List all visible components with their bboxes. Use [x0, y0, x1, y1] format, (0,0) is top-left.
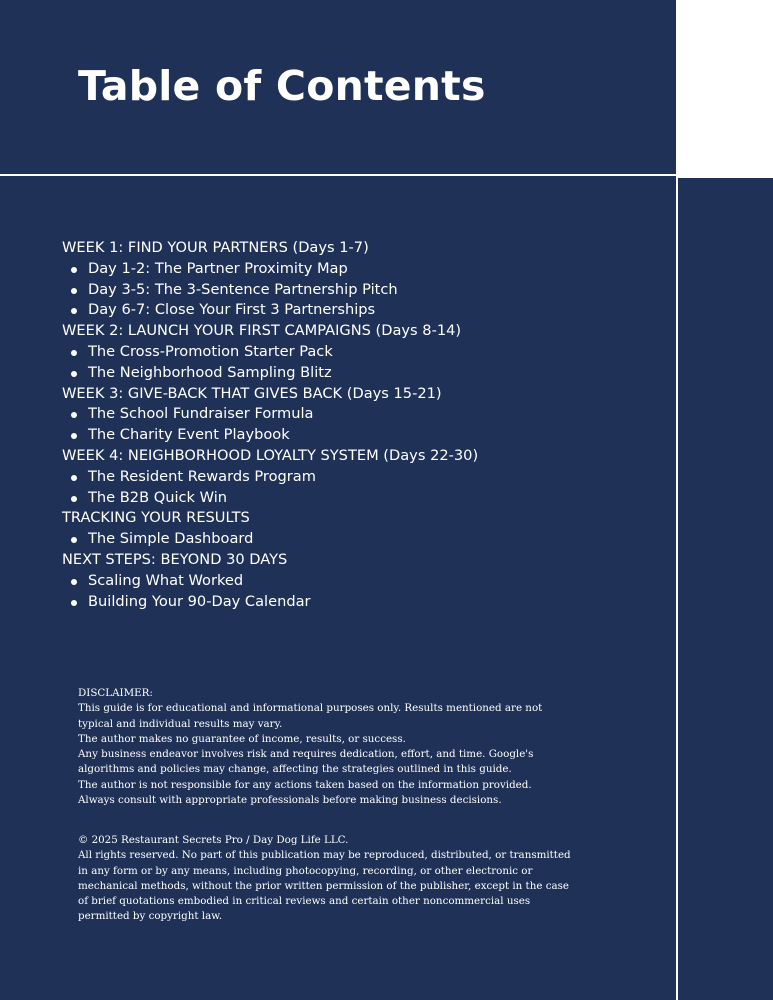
copyright-line: in any form or by any means, including photocopying, recording, or other electronic or: [78, 864, 533, 877]
disclaimer-line: algorithms and policies may change, affecting the strategies outlined in this guide.: [78, 763, 512, 776]
copyright-notice: © 2025 Restaurant Secrets Pro / Day Dog Life LLC.: [78, 834, 349, 846]
page-title: Table of Contents: [78, 62, 486, 110]
copyright-block: [78, 833, 618, 925]
toc-section-heading: WEEK 2: LAUNCH YOUR FIRST CAMPAIGNS (Days 8-14): [62, 322, 462, 340]
toc-item: Building Your 90-Day Calendar: [62, 592, 662, 613]
horizontal-divider: [0, 174, 676, 176]
disclaimer-line: The author is not responsible for any actions taken based on the information provided.: [78, 778, 532, 791]
toc-item: The Simple Dashboard: [62, 529, 662, 550]
toc-item: The Resident Rewards Program: [62, 467, 662, 488]
disclaimer-line: Any business endeavor involves risk and requires dedication, effort, and time. Google's: [78, 748, 534, 761]
disclaimer-line: The author makes no guarantee of income, results, or success.: [78, 732, 406, 745]
disclaimer-line: This guide is for educational and informational purposes only. Results mentioned are not: [78, 702, 543, 715]
toc-item: The Cross-Promotion Starter Pack: [62, 342, 662, 363]
toc-section-heading: WEEK 1: FIND YOUR PARTNERS (Days 1-7): [62, 239, 369, 256]
table-of-contents: [62, 238, 662, 612]
copyright-line: permitted by copyright law.: [78, 910, 223, 923]
copyright-line: mechanical methods, without the prior written permission of the publisher, except in the case: [78, 879, 569, 892]
horizontal-divider-right: [676, 176, 773, 178]
copyright-line: of brief quotations embodied in critical reviews and certain other noncommercial uses: [78, 895, 531, 908]
toc-section-heading: TRACKING YOUR RESULTS: [62, 509, 250, 527]
toc-item: The B2B Quick Win: [62, 488, 662, 509]
toc-item: The Charity Event Playbook: [62, 425, 662, 446]
toc-section-heading: WEEK 4: NEIGHBORHOOD LOYALTY SYSTEM (Days 22-30): [62, 446, 479, 464]
toc-item: Scaling What Worked: [62, 571, 662, 592]
corner-white-block: [676, 0, 773, 176]
toc-item: Day 1-2: The Partner Proximity Map: [62, 259, 662, 280]
toc-section-heading: NEXT STEPS: BEYOND 30 DAYS: [62, 550, 288, 568]
toc-item: The School Fundraiser Formula: [62, 404, 662, 425]
disclaimer-line: typical and individual results may vary.: [78, 717, 283, 730]
copyright-line: All rights reserved. No part of this publication may be reproduced, distributed, or transmitted: [78, 849, 571, 862]
toc-section-heading: WEEK 3: GIVE-BACK THAT GIVES BACK (Days 15-21): [62, 384, 442, 402]
vertical-divider: [676, 176, 678, 1000]
disclaimer-block: [78, 686, 618, 808]
toc-item: Day 3-5: The 3-Sentence Partnership Pitch: [62, 280, 662, 301]
toc-item: The Neighborhood Sampling Blitz: [62, 363, 662, 384]
disclaimer-line: Always consult with appropriate professionals before making business decisions.: [78, 794, 502, 807]
toc-item: Day 6-7: Close Your First 3 Partnerships: [62, 300, 662, 321]
disclaimer-heading: DISCLAIMER:: [78, 687, 153, 699]
